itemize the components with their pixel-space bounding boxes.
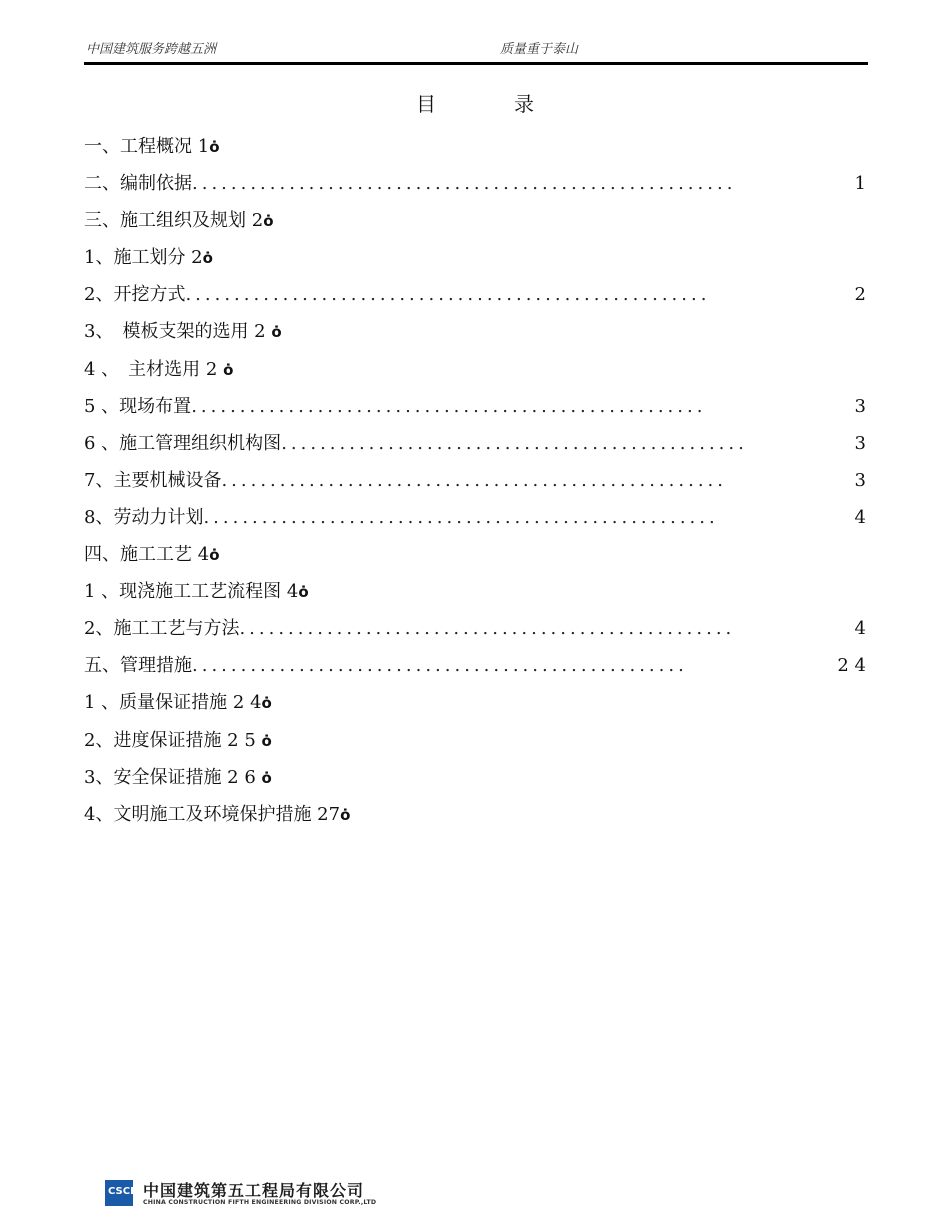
header-rule — [84, 62, 868, 65]
header-slogan-left: 中国建筑服务跨越五洲 — [86, 42, 217, 57]
toc-entry-title: 一、工程概况 1 — [84, 136, 210, 157]
toc-page-number: 4 — [854, 618, 866, 640]
toc-entry-mark: ȯ — [261, 694, 272, 713]
toc-entry-title: 3、 模板支架的选用 2 — [84, 321, 272, 343]
toc-entry-title: 1 、质量保证措施 2 4 — [84, 692, 262, 714]
toc-entry[interactable] — [84, 573, 866, 610]
toc-entry[interactable] — [84, 276, 866, 313]
toc-page-number: 3 — [854, 469, 866, 491]
toc-dot-leader: ..................................................... — [203, 506, 719, 528]
page-header — [84, 38, 868, 62]
toc-entry-title: 五、管理措施 — [84, 655, 192, 677]
toc-page-number: 1 — [854, 173, 866, 195]
toc-entry-title: 1 、现浇施工工艺流程图 4 — [84, 581, 299, 603]
toc-entry-title: 7、主要机械设备 — [84, 469, 222, 491]
toc-entry-title: 2、施工工艺与方法 — [84, 618, 240, 640]
toc-entry[interactable] — [84, 388, 866, 425]
toc-entry[interactable] — [84, 351, 866, 388]
toc-page-number: 2 — [854, 284, 866, 306]
toc-dot-leader: ..................................................... — [191, 395, 707, 417]
toc-entry-mark: ȯ — [209, 546, 220, 565]
toc-entry[interactable] — [84, 796, 866, 833]
toc-entry-title: 3、安全保证措施 2 6 — [84, 766, 262, 788]
toc-entry[interactable] — [84, 202, 866, 239]
toc-entry[interactable] — [84, 239, 866, 276]
company-name-cn: 中国建筑第五工程局有限公司 — [143, 1181, 365, 1200]
company-logo — [105, 1180, 145, 1206]
toc-entry[interactable] — [84, 165, 866, 202]
toc-entry-mark: ȯ — [263, 212, 274, 231]
toc-entry-title: 2、开挖方式 — [84, 284, 186, 306]
toc-page-number: 3 — [854, 432, 866, 454]
toc-dot-leader: ................................................... — [239, 618, 736, 640]
toc-entry-mark: ȯ — [202, 249, 213, 268]
company-logo-text: CSCEC — [108, 1186, 145, 1197]
toc-entry-mark: ȯ — [209, 138, 220, 156]
toc-dot-leader: ...................................................... — [185, 284, 711, 306]
toc-entry-title: 四、施工工艺 4 — [84, 544, 210, 566]
toc-title-part1: 目 — [416, 92, 436, 116]
toc-entry-mark: ȯ — [223, 360, 234, 379]
toc-entry-title: 4 、 主材选用 2 — [84, 358, 224, 380]
toc-page-number: 4 — [854, 506, 866, 528]
toc-dot-leader: ................................................ — [281, 432, 748, 454]
toc-entry[interactable] — [84, 722, 866, 759]
toc-entry-title: 1、施工划分 2 — [84, 247, 203, 269]
toc-entry[interactable] — [84, 684, 866, 721]
toc-entry[interactable] — [84, 128, 866, 165]
toc-dot-leader: .................................................... — [221, 469, 727, 491]
toc-entry-mark: ȯ — [340, 805, 351, 824]
toc-entry[interactable] — [84, 499, 866, 536]
toc-page-number: 3 — [854, 395, 866, 417]
toc-entry[interactable] — [84, 462, 866, 499]
toc-entry[interactable] — [84, 759, 866, 796]
toc-dot-leader: ................................................... — [192, 655, 688, 677]
toc-entry[interactable] — [84, 313, 866, 350]
toc-entry-mark: ȯ — [261, 731, 272, 750]
toc-page-number: 2 4 — [837, 655, 866, 677]
toc-entry[interactable] — [84, 536, 866, 573]
toc-entry-title: 8、劳动力计划 — [84, 506, 204, 528]
toc-entry-title: 6 、施工管理组织机构图 — [84, 432, 282, 454]
toc-title-part2: 录 — [514, 92, 534, 116]
header-slogan-right: 质量重于泰山 — [500, 42, 579, 57]
toc-entry[interactable] — [84, 610, 866, 647]
company-name-en: CHINA CONSTRUCTION FIFTH ENGINEERING DIVISION CORP.,LTD — [143, 1199, 377, 1206]
toc-dot-leader: ........................................................ — [192, 173, 737, 195]
toc-entry-title: 5 、现场布置 — [84, 395, 192, 417]
toc-entry[interactable] — [84, 647, 866, 684]
toc-entry-title: 2、进度保证措施 2 5 — [84, 729, 262, 751]
toc-entry-mark: ȯ — [261, 768, 272, 787]
table-of-contents — [84, 128, 866, 833]
toc-title — [0, 88, 950, 117]
toc-entry-mark: ȯ — [271, 323, 282, 342]
toc-entry-title: 二、编制依据 — [84, 173, 192, 195]
toc-entry-title: 4、文明施工及环境保护措施 27 — [84, 803, 341, 825]
toc-entry-title: 三、施工组织及规划 2 — [84, 210, 264, 232]
toc-entry-mark: ȯ — [298, 583, 309, 602]
toc-entry[interactable] — [84, 425, 866, 462]
